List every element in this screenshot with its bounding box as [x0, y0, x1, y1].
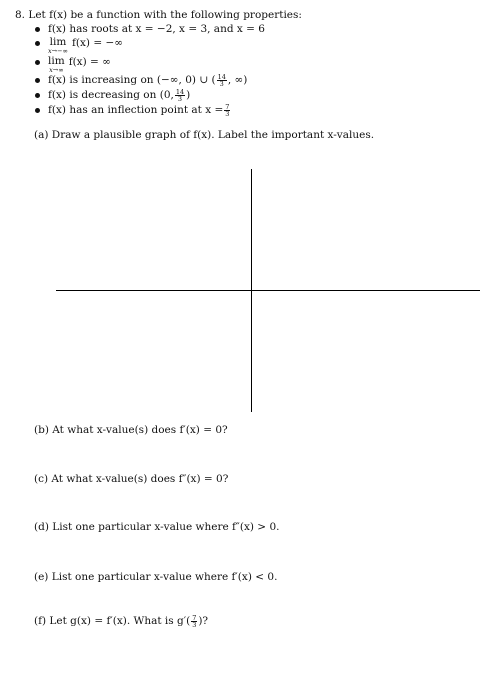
fraction-denominator: 3: [219, 80, 224, 88]
fraction: [217, 74, 227, 87]
bullet-icon: [35, 41, 40, 46]
property-text: f(x) has roots at x = −2, x = 3, and x = 6: [48, 23, 265, 35]
bullet-icon: [35, 60, 40, 65]
fraction-numerator: 14: [175, 88, 185, 96]
property-item-decreasing: [35, 89, 265, 104]
part-b-prompt: (b) At what x-value(s) does f′(x) = 0?: [34, 424, 228, 436]
property-text-pre: f(x) is increasing on (−∞, 0) ∪ (: [48, 74, 216, 86]
bullet-icon: [35, 108, 40, 113]
fraction-denominator: 3: [192, 621, 197, 629]
limit-subscript: x→∞: [49, 66, 64, 74]
property-item-inflection: [35, 104, 265, 119]
property-item-limit-neg-inf: [35, 37, 265, 55]
bullet-icon: [35, 78, 40, 83]
property-item-increasing: [35, 74, 265, 89]
limit-word: lim: [49, 36, 67, 48]
property-list: [35, 23, 265, 119]
property-text-pre: f(x) has an inflection point at x =: [48, 104, 224, 116]
bullet-icon: [35, 27, 40, 32]
fraction-numerator: 7: [225, 103, 230, 111]
property-text-pre: f(x) is decreasing on (0,: [48, 89, 174, 101]
fraction: [191, 615, 197, 628]
property-text-post: , ∞): [227, 74, 248, 86]
fraction: [175, 89, 185, 102]
fraction-denominator: 3: [177, 95, 183, 103]
problem-heading: 8. Let f(x) be a function with the following properties:: [15, 9, 302, 21]
property-item-roots: [35, 23, 265, 36]
limit-expression: [48, 56, 65, 74]
limit-body: f(x) = −∞: [71, 37, 124, 49]
bullet-icon: [35, 93, 40, 98]
part-d-prompt: (d) List one particular x-value where f″(x) > 0.: [34, 521, 280, 533]
limit-word: lim: [48, 55, 65, 67]
part-e-prompt: (e) List one particular x-value where f′(x) < 0.: [34, 571, 278, 583]
part-c-prompt: (c) At what x-value(s) does f″(x) = 0?: [34, 473, 229, 485]
fraction-numerator: 14: [217, 73, 226, 81]
fraction: [224, 104, 230, 117]
limit-subscript: x→−∞: [48, 47, 68, 55]
limit-body: f(x) = ∞: [68, 56, 111, 68]
part-a-prompt: (a) Draw a plausible graph of f(x). Label the important x-values.: [34, 129, 375, 141]
part-f-text-post: )?: [198, 615, 209, 627]
property-text-post: ): [186, 89, 191, 101]
part-f-prompt: [34, 615, 208, 628]
x-axis: [56, 290, 480, 291]
fraction-numerator: 7: [192, 614, 197, 622]
limit-expression: [48, 37, 68, 55]
part-f-text-pre: (f) Let g(x) = f′(x). What is g′(: [34, 615, 191, 627]
property-item-limit-pos-inf: [35, 56, 265, 74]
fraction-denominator: 3: [225, 110, 230, 118]
